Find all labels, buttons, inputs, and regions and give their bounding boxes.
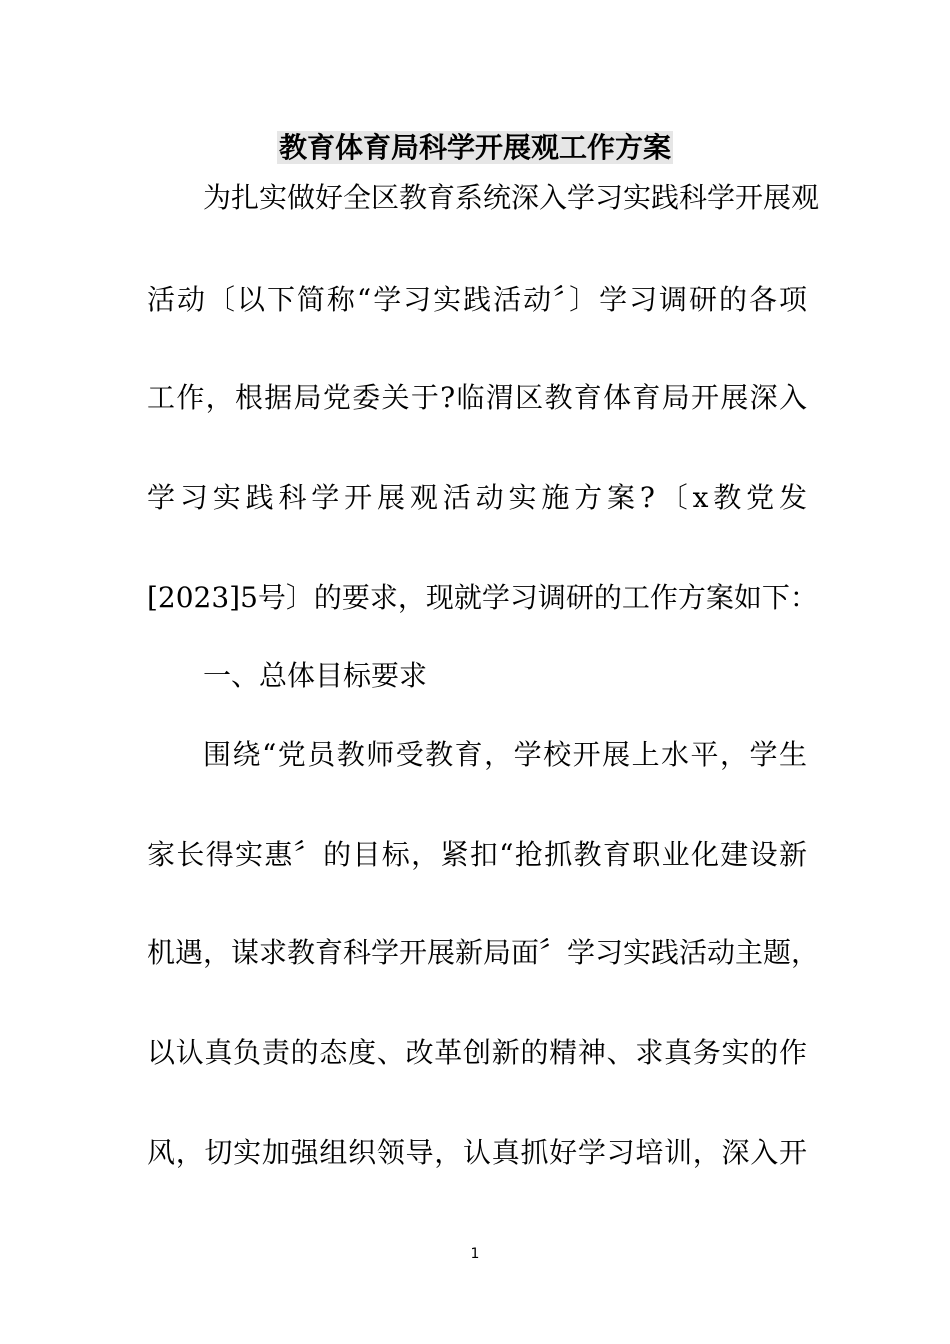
paragraph-line-8: 机遇，谋求教育科学开展新局面〞学习实践活动主题， [147,936,820,969]
page-number: 1 [470,1246,480,1262]
paragraph-line-4: 学习实践科学开展观活动实施方案?〔x教党发 [147,481,807,514]
paragraph-line-5: [2023]5号〕的要求，现就学习调研的工作方案如下： [147,581,818,614]
document-title [0,128,950,168]
paragraph-line-7: 家长得实惠〞的目标，紧扣“抢抓教育职业化建设新 [147,838,807,871]
paragraph-line-1: 为扎实做好全区教育系统深入学习实践科学开展观 [203,181,820,214]
paragraph-line-6: 围绕“党员教师受教育，学校开展上水平，学生 [203,738,807,771]
paragraph-line-10: 风，切实加强组织领导，认真抓好学习培训，深入开 [147,1136,807,1169]
paragraph-line-9: 以认真负责的态度、改革创新的精神、求真务实的作 [147,1036,807,1069]
document-title-text: 教育体育局科学开展观工作方案 [278,131,671,164]
paragraph-line-3: 工作，根据局党委关于?临渭区教育体育局开展深入 [147,381,807,414]
paragraph-line-2: 活动〔以下简称“学习实践活动〞〕学习调研的各项 [147,283,807,316]
section-heading-1: 一、总体目标要求 [203,659,428,692]
